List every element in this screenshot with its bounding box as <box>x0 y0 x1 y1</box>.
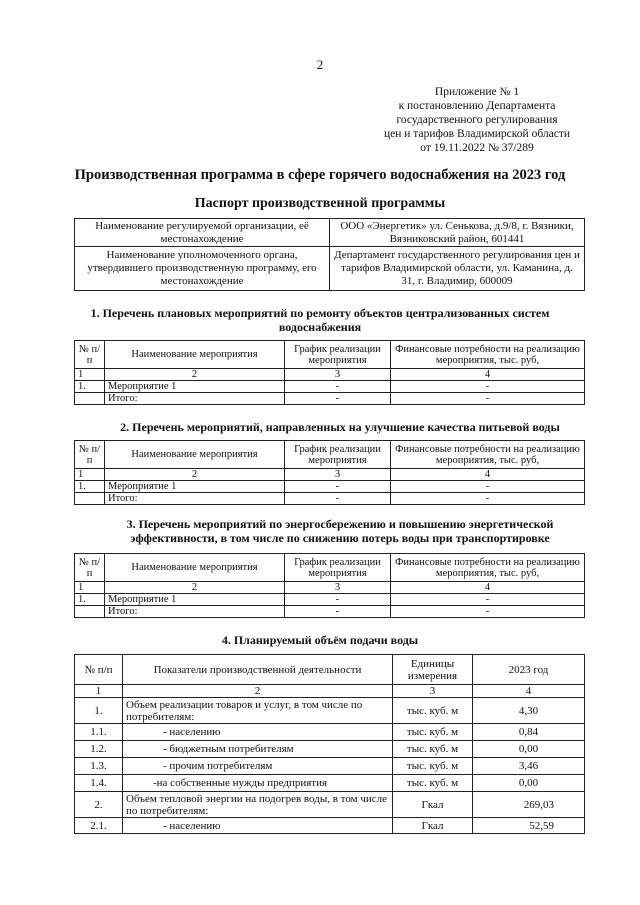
table-row <box>75 724 585 741</box>
col-num: № п/п <box>75 441 105 469</box>
section-4-title: 4. Планируемый объём подачи воды <box>221 633 419 647</box>
row-indicator: Объем тепловой энергии на подогрев воды, в том числе по потребителям: <box>123 792 393 818</box>
row-num: 2. <box>75 792 123 818</box>
row-indicator: Объем реализации товаров и услуг, в том числе по потребителям: <box>123 698 393 724</box>
col-indicator: Показатели производственной деятельности <box>123 655 393 685</box>
table-row <box>75 775 585 792</box>
col-name: Наименование мероприятия <box>105 554 285 582</box>
appendix-line: к постановлению Департамента <box>398 100 556 112</box>
row-schedule: - <box>285 594 391 606</box>
table-row <box>75 758 585 775</box>
table-header-row <box>75 441 585 469</box>
row-unit: Гкал <box>393 818 473 834</box>
passport-row <box>75 219 585 247</box>
col-finance: Финансовые потребности на реализацию мероприятия, тыс. руб, <box>391 441 585 469</box>
idx-cell: 1 <box>75 685 123 698</box>
section-3-table <box>74 553 585 618</box>
row-finance: - <box>391 381 585 393</box>
appendix-line: государственного регулирования <box>396 114 558 126</box>
row-unit: тыс. куб. м <box>393 698 473 724</box>
idx-cell: 1 <box>75 369 105 381</box>
idx-cell: 2 <box>105 369 285 381</box>
section-1-table <box>74 340 585 405</box>
idx-cell: 3 <box>285 369 391 381</box>
row-num: 2.1. <box>75 818 123 834</box>
row-indicator: -на собственные нужды предприятия <box>123 775 393 792</box>
row-indicator: - населению <box>123 818 393 834</box>
col-year: 2023 год <box>473 655 585 685</box>
section-3-title: 3. Перечень мероприятий по энергосбережению и повышению энергетической эффективности, в том числе по снижению потерь воды при транспортировке <box>126 517 554 545</box>
col-schedule: График реализации мероприятия <box>285 441 391 469</box>
idx-cell: 3 <box>285 582 391 594</box>
passport-label: Наименование уполномоченного органа, утвердившего производственную программу, его местонахождение <box>75 247 330 291</box>
col-schedule: График реализации мероприятия <box>285 341 391 369</box>
total-label: Итого: <box>105 493 285 505</box>
col-finance: Финансовые потребности на реализацию мероприятия, тыс. руб, <box>391 554 585 582</box>
table-header-row <box>75 655 585 685</box>
table-header-row <box>75 341 585 369</box>
appendix-line: от 19.11.2022 № 37/289 <box>420 142 534 154</box>
row-num: 1.3. <box>75 758 123 775</box>
row-name: Мероприятие 1 <box>105 594 285 606</box>
row-name: Мероприятие 1 <box>105 381 285 393</box>
row-indicator: - прочим потребителям <box>123 758 393 775</box>
table-index-row <box>75 685 585 698</box>
col-name: Наименование мероприятия <box>105 341 285 369</box>
row-unit: Гкал <box>393 792 473 818</box>
passport-value: ООО «Энергетик» ул. Сенькова, д.9/8, г. Вязники, Вязниковский район, 601441 <box>330 219 585 247</box>
passport-value: Департамент государственного регулирования цен и тарифов Владимирской области, ул. Каманина, д. 31, г. Владимир, 600009 <box>330 247 585 291</box>
idx-cell: 2 <box>105 469 285 481</box>
idx-cell: 2 <box>105 582 285 594</box>
col-finance: Финансовые потребности на реализацию мероприятия, тыс. руб, <box>391 341 585 369</box>
col-num: № п/п <box>75 655 123 685</box>
row-unit: тыс. куб. м <box>393 741 473 758</box>
row-finance: - <box>391 594 585 606</box>
passport-title: Паспорт производственной программы <box>194 196 446 211</box>
row-num: 1.1. <box>75 724 123 741</box>
row-indicator: - населению <box>123 724 393 741</box>
idx-cell: 4 <box>391 469 585 481</box>
total-finance: - <box>391 493 585 505</box>
appendix-line: цен и тарифов Владимирской области <box>383 128 571 140</box>
appendix-line: Приложение № 1 <box>434 86 520 98</box>
row-value: 4,30 <box>473 698 585 724</box>
col-num: № п/п <box>75 554 105 582</box>
section-2-title: 2. Перечень мероприятий, направленных на улучшение качества питьевой воды <box>120 420 560 434</box>
total-finance: - <box>391 393 585 405</box>
row-num: 1. <box>75 698 123 724</box>
row-schedule: - <box>285 481 391 493</box>
col-num: № п/п <box>75 341 105 369</box>
passport-row <box>75 247 585 291</box>
table-row <box>75 594 585 606</box>
table-total-row <box>75 393 585 405</box>
table-row <box>75 698 585 724</box>
passport-table <box>74 218 585 291</box>
row-value: 0,84 <box>473 724 585 741</box>
table-row <box>75 481 585 493</box>
idx-cell: 2 <box>123 685 393 698</box>
total-label: Итого: <box>105 393 285 405</box>
row-value: 3,46 <box>473 758 585 775</box>
total-finance: - <box>391 606 585 618</box>
row-value: 269,03 <box>473 792 585 818</box>
row-num: 1.4. <box>75 775 123 792</box>
idx-cell: 4 <box>391 369 585 381</box>
total-label: Итого: <box>105 606 285 618</box>
row-unit: тыс. куб. м <box>393 758 473 775</box>
idx-cell: 1 <box>75 582 105 594</box>
row-value: 0,00 <box>473 741 585 758</box>
row-num: 1.2. <box>75 741 123 758</box>
table-row <box>75 741 585 758</box>
row-schedule: - <box>285 381 391 393</box>
page-number: 2 <box>316 57 324 72</box>
table-index-row <box>75 469 585 481</box>
idx-cell: 3 <box>285 469 391 481</box>
section-1-title: 1. Перечень плановых мероприятий по ремонту объектов централизованных систем водоснабжения <box>90 306 550 334</box>
total-schedule: - <box>285 493 391 505</box>
table-row <box>75 818 585 834</box>
appendix-block <box>372 85 582 155</box>
row-unit: тыс. куб. м <box>393 775 473 792</box>
total-schedule: - <box>285 606 391 618</box>
idx-cell: 4 <box>391 582 585 594</box>
table-total-row <box>75 606 585 618</box>
col-unit: Единицы измерения <box>393 655 473 685</box>
row-finance: - <box>391 481 585 493</box>
idx-cell: 1 <box>75 469 105 481</box>
idx-cell: 3 <box>393 685 473 698</box>
row-value: 52,59 <box>473 818 585 834</box>
row-num: 1. <box>75 594 105 606</box>
table-row <box>75 792 585 818</box>
passport-label: Наименование регулируемой организации, её местонахождение <box>75 219 330 247</box>
row-value: 0,00 <box>473 775 585 792</box>
col-name: Наименование мероприятия <box>105 441 285 469</box>
table-total-row <box>75 493 585 505</box>
row-num: 1. <box>75 481 105 493</box>
idx-cell: 4 <box>473 685 585 698</box>
row-num: 1. <box>75 381 105 393</box>
volume-table <box>74 654 585 834</box>
table-row <box>75 381 585 393</box>
row-indicator: - бюджетным потребителям <box>123 741 393 758</box>
section-2-table <box>74 440 585 505</box>
row-unit: тыс. куб. м <box>393 724 473 741</box>
row-name: Мероприятие 1 <box>105 481 285 493</box>
total-schedule: - <box>285 393 391 405</box>
table-index-row <box>75 369 585 381</box>
table-index-row <box>75 582 585 594</box>
document-title: Производственная программа в сфере горячего водоснабжения на 2023 год <box>74 167 566 183</box>
table-header-row <box>75 554 585 582</box>
col-schedule: График реализации мероприятия <box>285 554 391 582</box>
